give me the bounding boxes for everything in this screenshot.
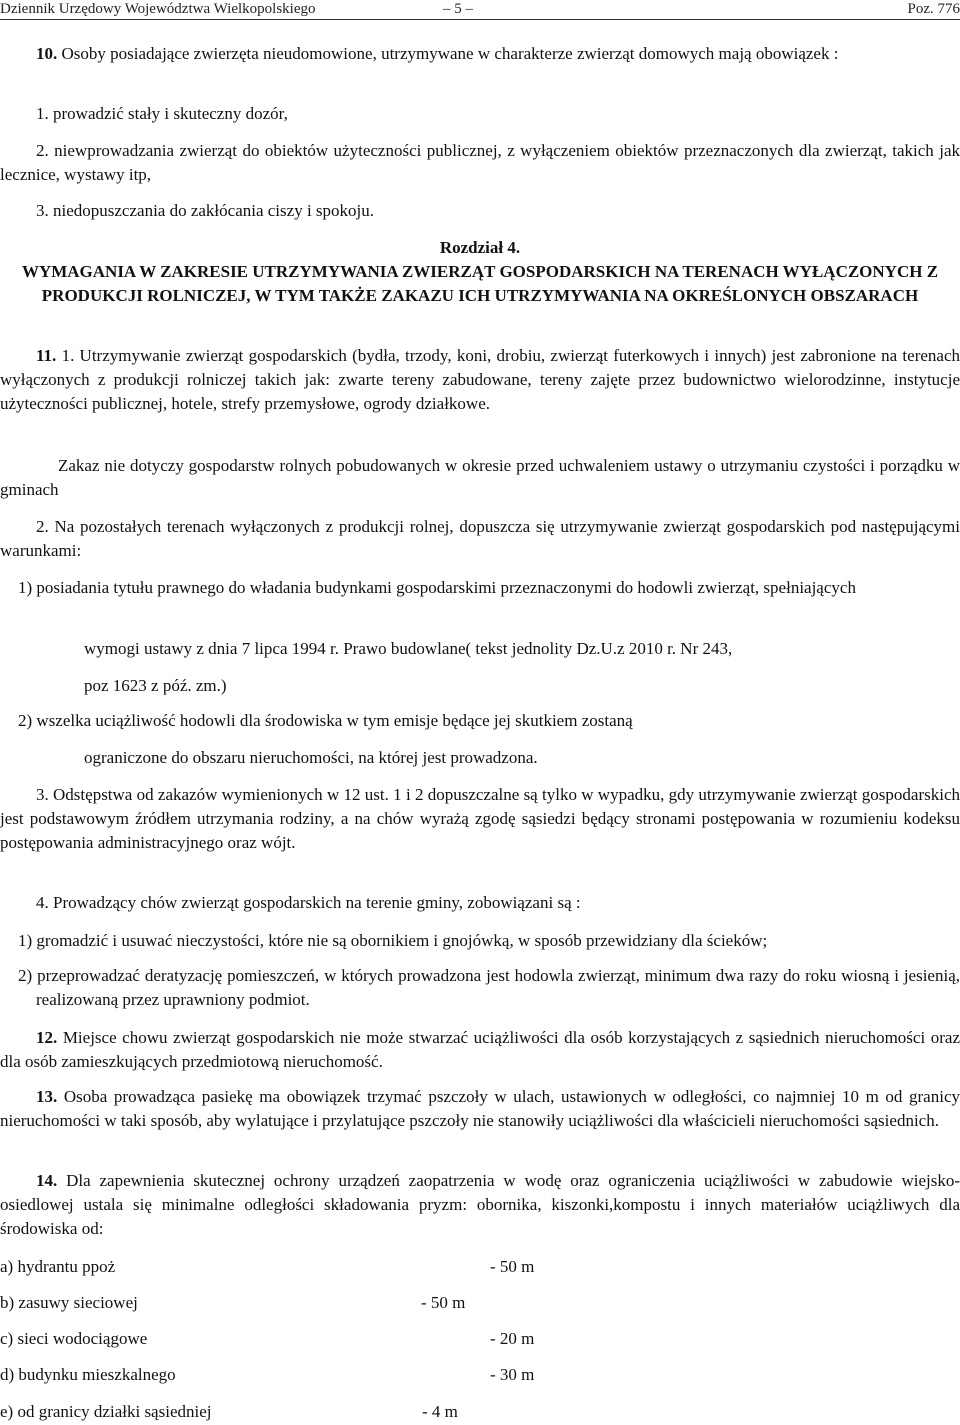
section-number: 12.: [36, 1028, 58, 1047]
section-11-p1b: Zakaz nie dotyczy gospodarstw rolnych pobudowanych w okresie przed uchwaleniem ustawy o utrzymaniu czystości i porządku w gminach: [0, 456, 960, 499]
section-number: 13.: [36, 1087, 58, 1106]
section-12: [0, 1026, 960, 1074]
section-11-c2a: ograniczone do obszaru nieruchomości, na której jest prowadzona.: [84, 748, 538, 767]
section-11-c1a: wymogi ustawy z dnia 7 lipca 1994 r. Prawo budowlane( tekst jednolity Dz.U.z 2010 r. Nr 243,: [84, 639, 733, 658]
section-10-intro: [0, 42, 960, 66]
section-11-p3: 3. Odstępstwa od zakazów wymienionych w 12 ust. 1 i 2 dopuszczalne są tylko w wypadku, gdy utrzymywanie zwierząt gospodarskich jest podstawowym źródłem utrzymania rodziny, a na chów wyrażą zgodę sąsiedzi będący stronami postępowania w rozumieniu kodeksu postępowania administracyjnego oraz wójt.: [0, 785, 960, 852]
section-14: [0, 1169, 960, 1241]
distance-label: d) budynku mieszkalnego: [0, 1365, 176, 1384]
distance-label: e) od granicy działki sąsiedniej: [0, 1402, 212, 1421]
section-10-item-3: 3. niedopuszczania do zakłócania ciszy i spokoju.: [36, 201, 374, 220]
section-11-c1: 1) posiadania tytułu prawnego do władania budynkami gospodarskimi przeznaczonymi do hodowli zwierząt, spełniających: [18, 578, 856, 597]
distance-value: - 30 m: [490, 1365, 535, 1384]
section-number: 11.: [36, 346, 57, 365]
page-number: – 5 –: [443, 0, 473, 17]
distance-value: - 20 m: [490, 1329, 535, 1348]
chapter-title: WYMAGANIA W ZAKRESIE UTRZYMYWANIA ZWIERZĄT GOSPODARSKICH NA TERENACH WYŁĄCZONYCH Z PRODUKCJI ROLNICZEJ, W TYM TAKŻE ZAKAZU ICH UTRZYMYWANIA NA OKREŚLONYCH OBSZARACH: [21, 262, 939, 305]
section-text: 1. Utrzymywanie zwierząt gospodarskich (bydła, trzody, koni, drobiu, zwierząt futerkowych i innych) jest zabronione na terenach wyłączonych z produkcji rolniczej takich jak: zwarte tereny zabudowane, tereny zajęte przez budownictwo wielorodzinne, instytucje użyteczności publicznej, hotele, strefy przemysłowe, ogrody działkowe.: [0, 346, 960, 413]
section-11-d1: 1) gromadzić i usuwać nieczystości, które nie są obornikiem i gnojówką, w sposób przewidziany dla ścieków;: [18, 931, 768, 950]
section-13: [0, 1085, 960, 1133]
section-11-c2: 2) wszelka uciążliwość hodowli dla środowiska w tym emisje będące jej skutkiem zostaną: [18, 711, 633, 730]
page-header: [0, 0, 960, 17]
header-rule: [0, 19, 960, 20]
section-11-c1b: poz 1623 z póź. zm.): [84, 676, 227, 695]
section-10-item-1: 1. prowadzić stały i skuteczny dozór,: [36, 104, 288, 123]
section-11-p1: [0, 344, 960, 416]
section-text: Osoby posiadające zwierzęta nieudomowione, utrzymywane w charakterze zwierząt domowych mają obowiązek :: [61, 44, 839, 63]
section-text: Osoba prowadząca pasiekę ma obowiązek trzymać pszczoły w ulach, ustawionych w odległości, co najmniej 10 m od granicy nieruchomości w taki sposób, aby wylatujące i przylatujące pszczoły nie stanowiły uciążliwości dla właścicieli nieruchomości sąsiednich.: [0, 1087, 960, 1130]
chapter-label: Rozdział 4.: [439, 238, 521, 257]
section-text: Dla zapewnienia skutecznej ochrony urządzeń zaopatrzenia w wodę oraz ograniczenia uciążliwości w zabudowie wiejsko-osiedlowej ustala się minimalne odległości składowania pryzm: obornika, kiszonki,kompostu i innych materiałów uciążliwych dla środowiska od:: [0, 1171, 960, 1238]
distance-label: c) sieci wodociągowe: [0, 1329, 148, 1348]
section-text: Miejsce chowu zwierząt gospodarskich nie może stwarzać uciążliwości dla osób korzystających z sąsiednich nieruchomości oraz dla osób zamieszkujących przedmiotową nieruchomość.: [0, 1028, 960, 1071]
section-number: 14.: [36, 1171, 58, 1190]
distance-value: - 4 m: [422, 1402, 458, 1421]
section-number: 10.: [36, 44, 58, 63]
distance-value: - 50 m: [421, 1293, 466, 1312]
journal-title: Dziennik Urzędowy Województwa Wielkopolskiego: [0, 0, 316, 17]
position-number: Poz. 776: [907, 0, 960, 17]
distance-label: b) zasuwy sieciowej: [0, 1293, 138, 1312]
section-11-p4: 4. Prowadzący chów zwierząt gospodarskich na terenie gminy, zobowiązani są :: [36, 893, 581, 912]
distance-label: a) hydrantu ppoż: [0, 1257, 116, 1276]
section-10-item-2: 2. niewprowadzania zwierząt do obiektów użyteczności publicznej, z wyłączeniem obiektów przeznaczonych dla zwierząt, takich jak lecznice, wystawy itp,: [0, 141, 960, 184]
distance-value: - 50 m: [490, 1257, 535, 1276]
section-11-p2: 2. Na pozostałych terenach wyłączonych z produkcji rolnej, dopuszcza się utrzymywanie zwierząt gospodarskich pod następującymi warunkami:: [0, 517, 960, 560]
section-11-d2: 2) przeprowadzać deratyzację pomieszczeń, w których prowadzona jest hodowla zwierząt, minimum dwa razy do roku wiosną i jesienią, realizowaną przez uprawniony podmiot.: [18, 966, 960, 1009]
